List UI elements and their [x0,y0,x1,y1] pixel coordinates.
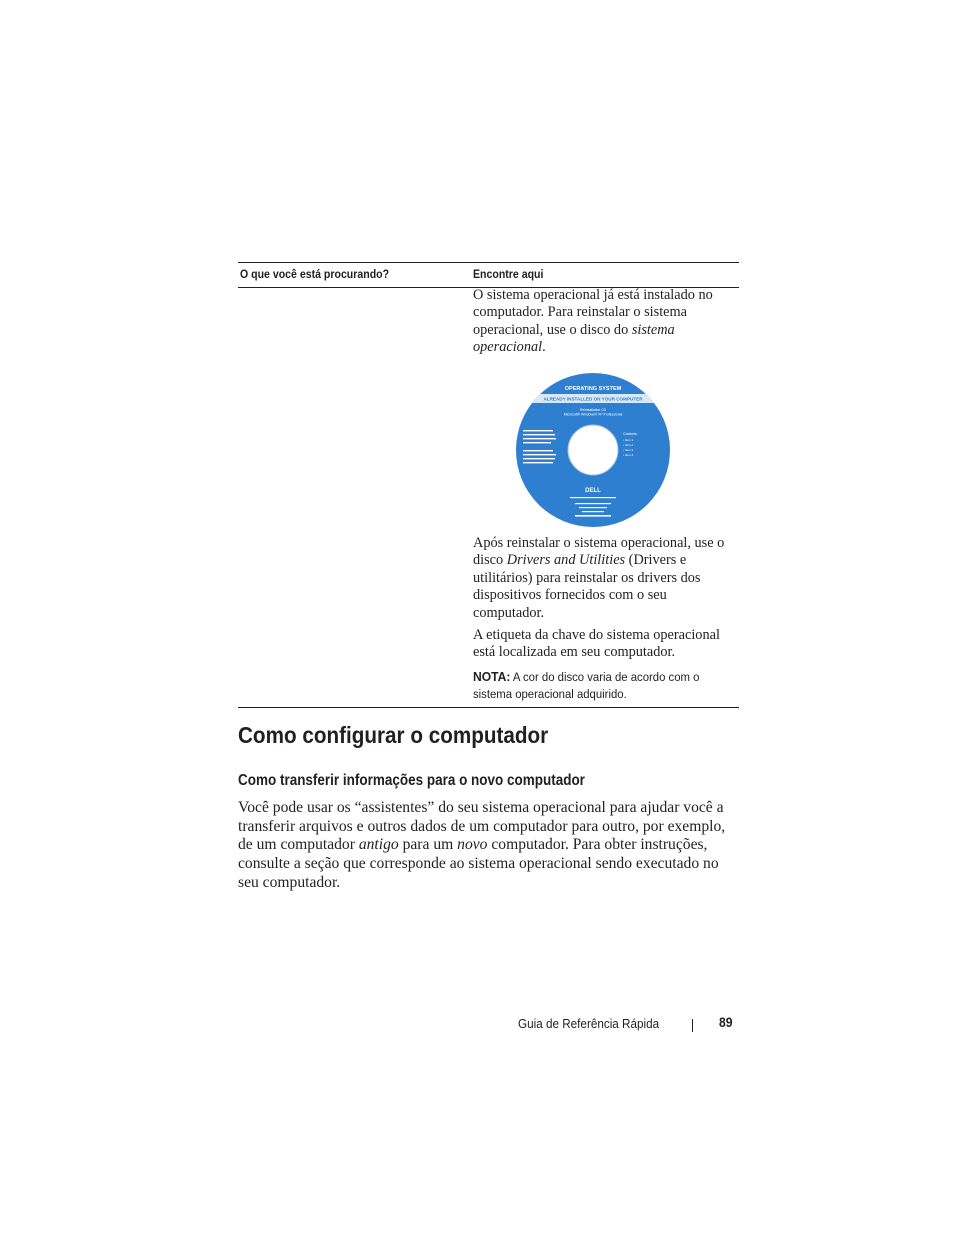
table-header [238,263,739,288]
disc-center-hole [568,425,618,475]
paragraph-drivers-utilities: Após reinstalar o sistema operacional, use o disco Drivers and Utilities (Drivers e utilitários) para reinstalar os drivers dos dispositivos fornecidos com o seu computador. [473,535,725,621]
section-body-text: Você pode usar os “assistentes” do seu sistema operacional para ajudar você a transferir arquivos e outros dados de um computador para outro, por exemplo, de um computador antigo para um novo computador. Para obter instruções, consulte a seção que corresponde ao sistema operacional sendo executado no seu computador. [238,799,726,891]
page-number: 89 [719,1015,733,1030]
operating-system-disc-image [515,372,671,528]
paragraph-os-installed: O sistema operacional já está instalado no computador. Para reinstalar o sistema operacional, use o disco do sistema operacional. [473,287,713,356]
header-find-here: Encontre aqui [473,267,544,281]
footer-separator [692,1019,693,1032]
disc-banner-text: ALREADY INSTALLED ON YOUR COMPUTER [543,396,643,402]
note-label: NOTA: [473,669,511,684]
disc-contents-item: • Item 4 [623,453,634,457]
paragraph-os-key-label: A etiqueta da chave do sistema operacional está localizada em seu computador. [473,627,720,661]
disc-product-line1: Reinstallation CD [579,408,607,412]
disc-title: OPERATING SYSTEM [564,386,622,392]
disc-contents-item: • Item 2 [623,443,634,447]
note-text: A cor do disco varia de acordo com o sistema operacional adquirido. [473,670,700,701]
disc-product-line2: Microsoft® Windows® XP Professional [563,412,623,417]
table-bottom-rule [238,707,739,708]
note [473,668,731,703]
section-heading: Como configurar o computador [238,722,549,748]
section-subheading: Como transferir informações para o novo computador [238,772,585,789]
disc-contents-item: • Item 3 [623,448,634,452]
disc-contents-item: • Item 1 [623,438,634,442]
disc-contents-label: Contents: [623,432,638,436]
dell-logo: DELL [585,488,601,494]
header-what-looking-for: O que você está procurando? [240,267,390,281]
footer-guide-title: Guia de Referência Rápida [518,1016,660,1031]
